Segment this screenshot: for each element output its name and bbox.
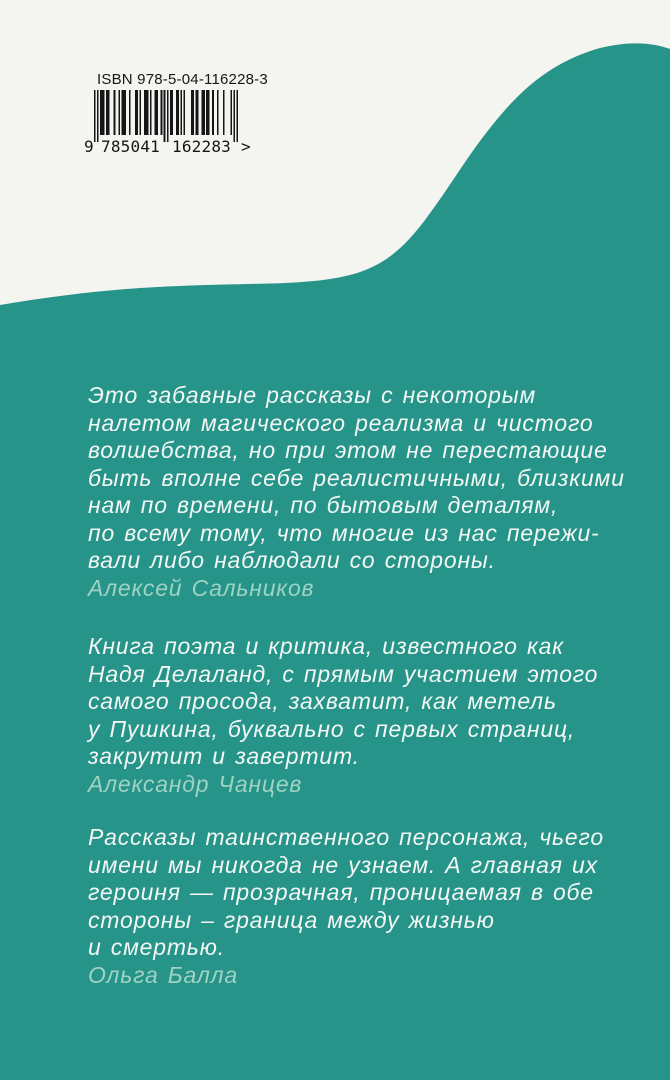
quote-line: быть вполне себе реалистичными, близкими (88, 464, 625, 491)
barcode-digits (84, 137, 259, 197)
quote-line: Надя Делаланд, с прямым участием этого (88, 660, 599, 687)
quote-salnikov (88, 382, 646, 602)
barcode-digit-suffix: > (241, 137, 251, 156)
quote-line: вали либо наблюдали со стороны. (88, 547, 496, 573)
isbn-label: ISBN 978-5-04-116228-3 (97, 71, 268, 88)
barcode (84, 71, 268, 156)
quote-line: Книга поэта и критика, известного как (88, 633, 564, 659)
blurb-quotes (88, 382, 646, 989)
quote-line: налетом магического реализма и чистого (88, 409, 594, 436)
white-wave-shape (0, 0, 670, 320)
quote-line: имени мы никогда не узнаем. А главная их (88, 851, 598, 878)
quote-balla (88, 824, 646, 989)
quote-line: стороны – граница между жизнью (88, 906, 495, 933)
quote-line: по всему тому, что многие из нас пережи- (88, 519, 600, 546)
quote-line: нам по времени, по бытовым деталям, (88, 492, 559, 518)
quote-line: героиня — прозрачная, проницаемая в обе (88, 879, 594, 905)
barcode-digits-right: 162283 (172, 137, 231, 156)
barcode-digit-lead: 9 (84, 137, 94, 156)
quote-line: закрутит и завертит. (88, 743, 360, 769)
quote-author: Александр Чанцев (88, 770, 303, 797)
quote-line: Это забавные рассказы с некоторым (88, 382, 537, 408)
quote-author: Ольга Балла (88, 961, 239, 988)
barcode-bars (94, 90, 238, 142)
quote-line: волшебства, но при этом не перестающие (88, 437, 608, 463)
quote-line: у Пушкина, буквально с первых страниц, (88, 715, 576, 742)
quote-chantsev (88, 633, 646, 798)
quote-line: и смертью. (88, 934, 225, 960)
quote-author: Алексей Сальников (88, 574, 315, 601)
barcode-digits-left: 785041 (101, 137, 160, 156)
quote-line: Рассказы таинственного персонажа, чьего (88, 824, 604, 850)
quote-line: самого просода, захватит, как метель (88, 688, 557, 714)
